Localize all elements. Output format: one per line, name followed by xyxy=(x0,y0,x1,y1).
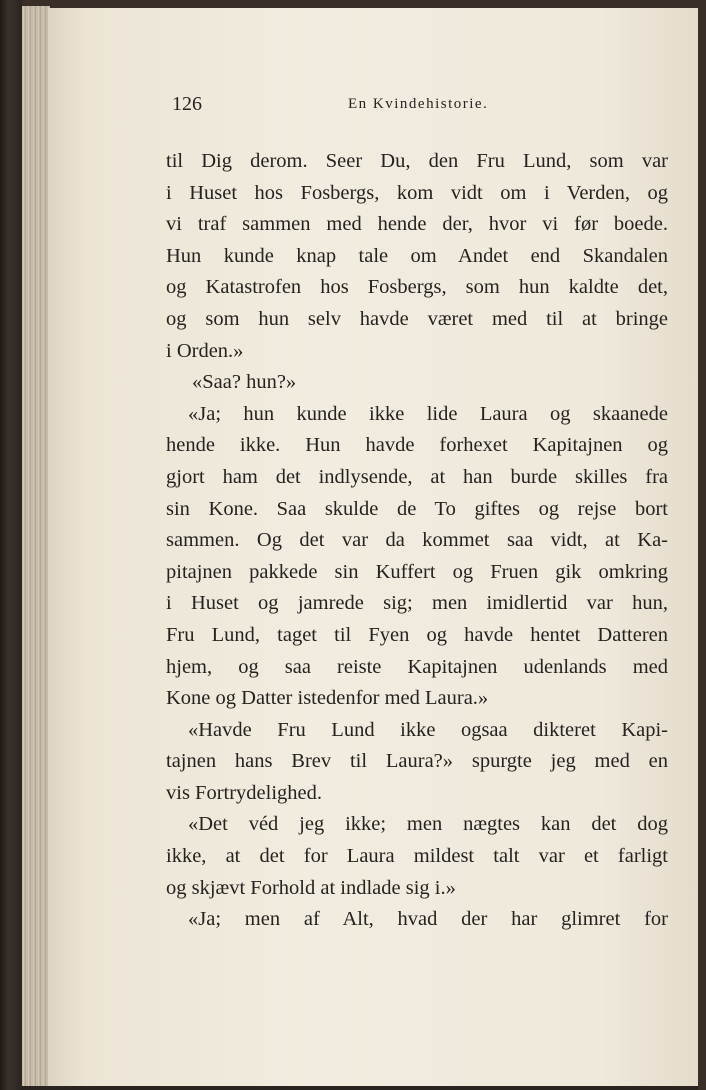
book-top-shadow xyxy=(0,0,706,8)
text-line: ikke, at det for Laura mildest talt var et farligt xyxy=(166,845,668,868)
book-right-shadow xyxy=(698,0,706,1090)
text-line: tajnen hans Brev til Laura?» spurgte jeg med en xyxy=(166,750,668,773)
book-binding xyxy=(0,0,22,1090)
text-line: «Ja; men af Alt, hvad der har glimret for xyxy=(188,908,668,931)
text-line: Hun kunde knap tale om Andet end Skandalen xyxy=(166,244,668,267)
page-number: 126 xyxy=(172,93,202,115)
page-header xyxy=(172,93,668,123)
text-line: «Saa? hun?» xyxy=(192,371,297,394)
text-line: i Huset hos Fosbergs, kom vidt om i Verden, og xyxy=(166,181,668,204)
text-line: gjort ham det indlysende, at han burde skilles fra xyxy=(166,465,668,488)
text-line: Kone og Datter istedenfor med Laura.» xyxy=(166,687,489,710)
body-text xyxy=(166,146,668,936)
text-line: «Havde Fru Lund ikke ogsaa dikteret Kapi- xyxy=(188,718,668,741)
text-line: i Huset og jamrede sig; men imidlertid var hun, xyxy=(166,592,668,615)
text-line: til Dig derom. Seer Du, den Fru Lund, som var xyxy=(166,150,668,172)
text-line: sammen. Og det var da kommet saa vidt, at Ka- xyxy=(166,529,668,552)
text-line: pitajnen pakkede sin Kuffert og Fruen gik omkring xyxy=(166,560,668,583)
text-line: «Det véd jeg ikke; men nægtes kan det dog xyxy=(188,813,668,836)
text-line: i Orden.» xyxy=(166,339,244,362)
text-line: Fru Lund, taget til Fyen og havde hentet Datteren xyxy=(166,623,668,646)
text-line: hjem, og saa reiste Kapitajnen udenlands med xyxy=(166,655,668,678)
text-line: og som hun selv havde været med til at bringe xyxy=(166,307,668,330)
text-line: sin Kone. Saa skulde de To giftes og rejse bort xyxy=(166,497,668,520)
text-line: hende ikke. Hun havde forhexet Kapitajnen og xyxy=(166,434,668,457)
text-line: «Ja; hun kunde ikke lide Laura og skaanede xyxy=(188,402,668,425)
running-title: En Kvindehistorie. xyxy=(348,96,489,112)
text-line: og Katastrofen hos Fosbergs, som hun kaldte det, xyxy=(166,276,668,299)
text-line: vis Fortrydelighed. xyxy=(166,781,323,804)
text-line: og skjævt Forhold at indlade sig i.» xyxy=(166,876,456,899)
page-edges xyxy=(22,6,50,1086)
text-line: vi traf sammen med hende der, hvor vi før boede. xyxy=(166,213,668,236)
